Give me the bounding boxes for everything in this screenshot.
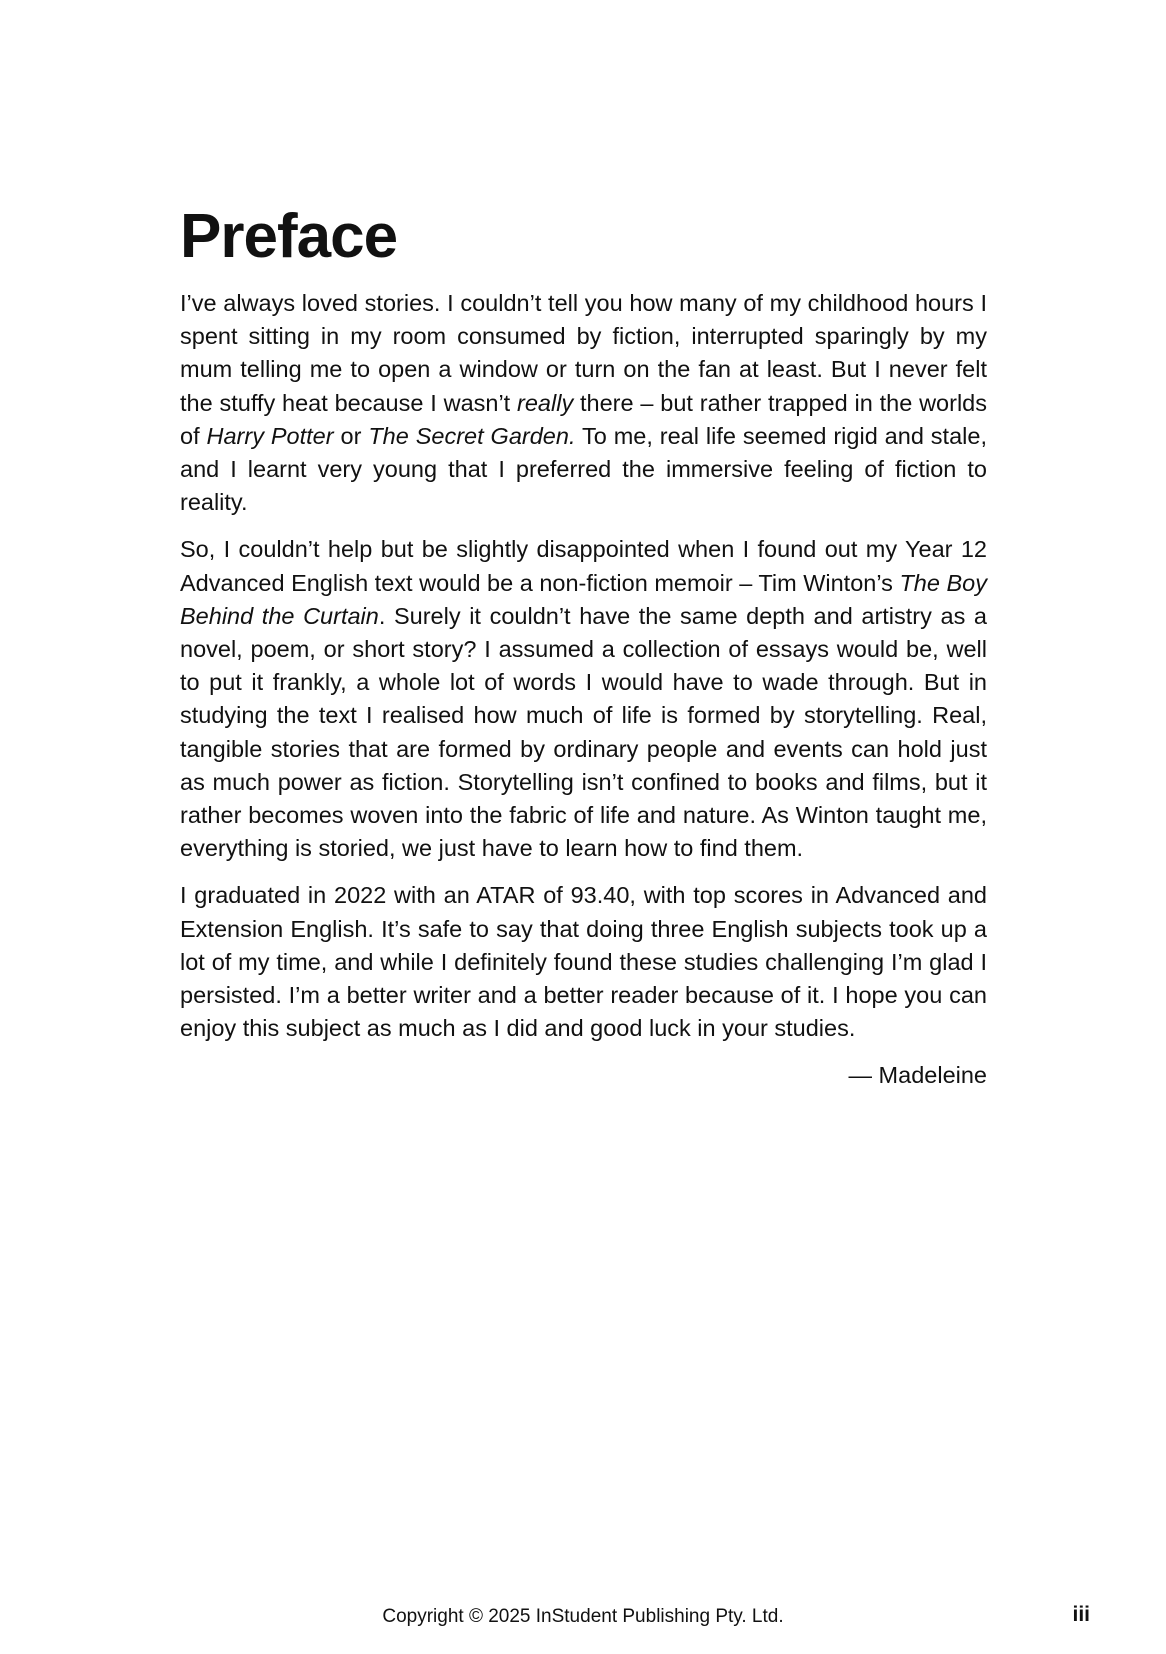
- author-signature: — Madeleine: [848, 1062, 987, 1089]
- copyright-notice: Copyright © 2025 InStudent Publishing Pty. Ltd.: [382, 1606, 784, 1627]
- italic-title: The Secret Garden.: [368, 422, 576, 449]
- page-title: Preface: [180, 202, 398, 271]
- paragraph: So, I couldn’t help but be slightly disappointed when I found out my Year 12 Advanced English text would be a non-fiction memoir – Tim Winton’s The Boy Behind the Curtain. Surely it couldn’t have the same depth and artistry as a novel, poem, or short story? I assumed a collection of essays would be, well to put it frankly, a whole lot of words I would have to wade through. But in studying the text I realised how much of life is formed by storytelling. Real, tangible stories that are formed by ordinary people and events can hold just as much power as fiction. Storytelling isn’t confined to books and films, but it rather becomes woven into the fabric of life and nature. As Winton taught me, everything is storied, we just have to learn how to find them.: [180, 536, 988, 862]
- paragraph: I’ve always loved stories. I couldn’t tell you how many of my childhood hours I spent sitting in my room consumed by fiction, interrupted sparingly by my mum telling me to open a window or turn on the fan at least. But I never felt the stuffy heat because I wasn’t really there – but rather trapped in the worlds of Harry Potter or The Secret Garden. To me, real life seemed rigid and stale, and I learnt very young that I preferred the immersive feeling of fiction to reality.: [180, 290, 987, 516]
- page-number: iii: [1072, 1603, 1090, 1626]
- italic-title: really: [517, 389, 574, 416]
- paragraph: I graduated in 2022 with an ATAR of 93.40, with top scores in Advanced and Extension English. It’s safe to say that doing three English subjects took up a lot of my time, and while I definitely found these studies challenging I’m glad I persisted. I’m a better writer and a better reader because of it. I hope you can enjoy this subject as much as I did and good luck in your studies.: [180, 882, 987, 1042]
- italic-title: The Boy Behind the Curtain: [180, 569, 987, 629]
- preface-body: [180, 287, 987, 1093]
- italic-title: Harry Potter: [206, 422, 334, 449]
